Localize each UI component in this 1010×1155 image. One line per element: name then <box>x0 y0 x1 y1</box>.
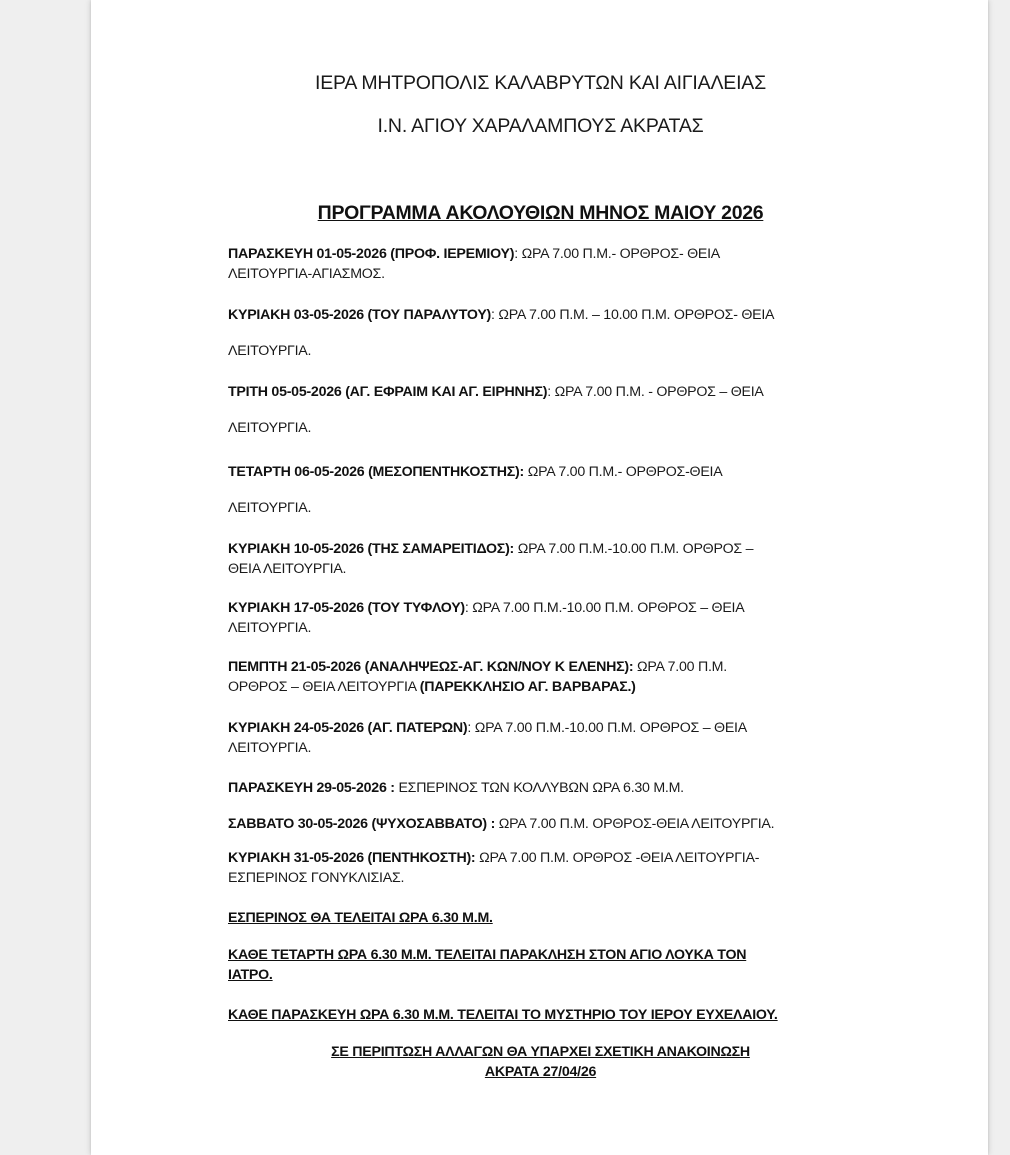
entry-text: ΩΡΑ 7.00 Π.Μ. <box>633 659 727 675</box>
vespers-note-text: ΕΣΠΕΡΙΝΟΣ ΘΑ ΤΕΛΕΙΤΑΙ ΩΡΑ 6.30 Μ.Μ. <box>228 910 493 926</box>
document-page <box>91 0 988 1155</box>
entry-text: : ΩΡΑ 7.00 Π.Μ. – 10.00 Π.Μ. ΟΡΘΡΟΣ- ΘΕΙΑ <box>491 307 775 323</box>
schedule-entry <box>228 848 853 888</box>
entry-text-cont: ΟΡΘΡΟΣ – ΘΕΙΑ ΛΕΙΤΟΥΡΓΙΑ <box>228 679 420 695</box>
schedule-entry <box>228 244 853 284</box>
entry-text-cont: ΛΕΙΤΟΥΡΓΙΑ. <box>228 420 312 436</box>
schedule-entry <box>228 814 853 834</box>
friday-note <box>228 1005 853 1025</box>
entry-text: : ΩΡΑ 7.00 Π.Μ.-10.00 Π.Μ. ΟΡΘΡΟΣ – ΘΕΙΑ <box>467 720 747 736</box>
schedule-entry <box>228 598 853 638</box>
schedule-entry <box>228 374 853 446</box>
entry-text: : ΩΡΑ 7.00 Π.Μ.- ΟΡΘΡΟΣ- ΘΕΙΑ <box>514 246 721 262</box>
schedule-entry <box>228 297 853 369</box>
entry-text-cont: ΛΕΙΤΟΥΡΓΙΑ-ΑΓΙΑΣΜΟΣ. <box>228 266 385 282</box>
entry-day: ΚΥΡΙΑΚΗ 03-05-2026 (ΤΟΥ ΠΑΡΑΛΥΤΟΥ) <box>228 307 492 323</box>
changes-note-text: ΣΕ ΠΕΡΙΠΤΩΣΗ ΑΛΛΑΓΩΝ ΘΑ ΥΠΑΡΧΕΙ ΣΧΕΤΙΚΗ ΑΝΑΚΟΙΝΩΣΗ <box>331 1044 750 1060</box>
entry-day: ΚΥΡΙΑΚΗ 10-05-2026 (ΤΗΣ ΣΑΜΑΡΕΙΤΙΔΟΣ): <box>228 541 515 557</box>
friday-note-text: ΚΑΘΕ ΠΑΡΑΣΚΕΥΗ ΩΡΑ 6.30 Μ.Μ. ΤΕΛΕΙΤΑΙ ΤΟ ΜΥΣΤΗΡΙΟ ΤΟΥ ΙΕΡΟΥ ΕΥΧΕΛΑΙΟΥ. <box>228 1007 778 1023</box>
vespers-note <box>228 908 853 928</box>
entry-day: ΚΥΡΙΑΚΗ 17-05-2026 (ΤΟΥ ΤΥΦΛΟΥ) <box>228 600 465 616</box>
entry-day: ΠΑΡΑΣΚΕΥΗ 01-05-2026 (ΠΡΟΦ. ΙΕΡΕΜΙΟΥ) <box>228 246 515 262</box>
signature-text: ΑΚΡΑΤΑ 27/04/26 <box>484 1064 597 1080</box>
wednesday-note-text-cont: ΙΑΤΡΟ. <box>228 967 273 983</box>
schedule-entry <box>228 778 853 798</box>
entry-text-cont: ΛΕΙΤΟΥΡΓΙΑ. <box>228 740 312 756</box>
entry-day: ΣΑΒΒΑΤΟ 30-05-2026 (ΨΥΧΟΣΑΒΒΑΤΟ) : <box>228 816 496 832</box>
entry-text: ΩΡΑ 7.00 Π.Μ. ΟΡΘΡΟΣ-ΘΕΙΑ ΛΕΙΤΟΥΡΓΙΑ. <box>495 816 775 832</box>
announcement-note <box>228 1042 853 1082</box>
entry-day: ΚΥΡΙΑΚΗ 24-05-2026 (ΑΓ. ΠΑΤΕΡΩΝ) <box>228 720 468 736</box>
entry-text-cont: ΘΕΙΑ ΛΕΙΤΟΥΡΓΙΑ. <box>228 561 347 577</box>
entry-text: ΩΡΑ 7.00 Π.Μ.- ΟΡΘΡΟΣ-ΘΕΙΑ <box>524 464 723 480</box>
entry-text: ΩΡΑ 7.00 Π.Μ.-10.00 Π.Μ. ΟΡΘΡΟΣ – <box>514 541 754 557</box>
entry-text: : ΩΡΑ 7.00 Π.Μ.-10.00 Π.Μ. ΟΡΘΡΟΣ – ΘΕΙΑ <box>464 600 745 616</box>
wednesday-note <box>228 945 853 985</box>
entry-day: ΠΕΜΠΤΗ 21-05-2026 (ΑΝΑΛΗΨΕΩΣ-ΑΓ. ΚΩΝ/ΝΟΥ Κ ΕΛΕΝΗΣ): <box>228 659 634 675</box>
entry-day: ΚΥΡΙΑΚΗ 31-05-2026 (ΠΕΝΤΗΚΟΣΤΗ): <box>228 850 476 866</box>
schedule-entry <box>228 454 853 526</box>
entry-text-cont: ΛΕΙΤΟΥΡΓΙΑ. <box>228 500 312 516</box>
entry-text: : ΩΡΑ 7.00 Π.Μ. - ΟΡΘΡΟΣ – ΘΕΙΑ <box>547 384 764 400</box>
wednesday-note-text: ΚΑΘΕ ΤΕΤΑΡΤΗ ΩΡΑ 6.30 Μ.Μ. ΤΕΛΕΙΤΑΙ ΠΑΡΑΚΛΗΣΗ ΣΤΟΝ ΑΓΙΟ ΛΟΥΚΑ ΤΟΝ <box>228 947 747 963</box>
metropolis-heading: ΙΕΡΑ ΜΗΤΡΟΠΟΛΙΣ ΚΑΛΑΒΡΥΤΩΝ ΚΑΙ ΑΙΓΙΑΛΕΙΑΣ <box>315 72 766 94</box>
entry-text-cont: ΛΕΙΤΟΥΡΓΙΑ. <box>228 343 312 359</box>
entry-text: ΩΡΑ 7.00 Π.Μ. ΟΡΘΡΟΣ -ΘΕΙΑ ΛΕΙΤΟΥΡΓΙΑ- <box>475 850 760 866</box>
entry-day: ΠΑΡΑΣΚΕΥΗ 29-05-2026 : <box>228 780 395 796</box>
schedule-entry <box>228 718 853 758</box>
entry-text-cont: ΕΣΠΕΡΙΝΟΣ ΓΟΝΥΚΛΙΣΙΑΣ. <box>228 870 405 886</box>
entry-day: ΤΡΙΤΗ 05-05-2026 (ΑΓ. ΕΦΡΑΙΜ ΚΑΙ ΑΓ. ΕΙΡΗΝΗΣ) <box>228 384 548 400</box>
chapel-note: (ΠΑΡΕΚΚΛΗΣΙΟ ΑΓ. ΒΑΡΒΑΡΑΣ.) <box>419 679 636 695</box>
schedule-title: ΠΡΟΓΡΑΜΜΑ ΑΚΟΛΟΥΘΙΩΝ ΜΗΝΟΣ ΜΑΙΟΥ 2026 <box>317 202 764 224</box>
schedule-entry <box>228 539 853 579</box>
church-heading: Ι.Ν. ΑΓΙΟΥ ΧΑΡΑΛΑΜΠΟΥΣ ΑΚΡΑΤΑΣ <box>377 115 704 137</box>
entry-day: ΤΕΤΑΡΤΗ 06-05-2026 (ΜΕΣΟΠΕΝΤΗΚΟΣΤΗΣ): <box>228 464 525 480</box>
entry-text-cont: ΛΕΙΤΟΥΡΓΙΑ. <box>228 620 312 636</box>
entry-text: ΕΣΠΕΡΙΝΟΣ ΤΩΝ ΚΟΛΛΥΒΩΝ ΩΡΑ 6.30 Μ.Μ. <box>394 780 684 796</box>
schedule-entry <box>228 657 853 697</box>
